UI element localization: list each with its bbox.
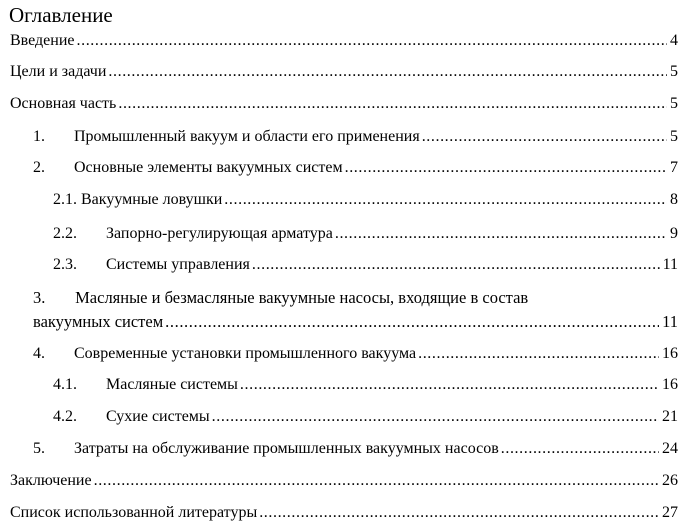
toc-page-number: 16: [662, 376, 678, 393]
toc-entry-goals[interactable]: [10, 63, 678, 81]
dot-leader: [259, 504, 659, 522]
toc-entry-text: Затраты на обслуживание промышленных вакуумных насосов: [74, 440, 499, 457]
toc-entry-text: Цели и задачи: [10, 63, 107, 80]
dot-leader: [94, 472, 659, 490]
toc-entry-number: 5.: [33, 440, 45, 457]
toc-entry-number: 1.: [33, 128, 45, 145]
toc-entry-5[interactable]: [33, 440, 678, 458]
toc-entry-text-line1: Масляные и безмасляные вакуумные насосы, входящие в состав: [75, 288, 529, 307]
toc-page-number: 21: [662, 408, 678, 425]
toc-entry-4-1[interactable]: [53, 376, 678, 394]
toc-entry-text: Промышленный вакуум и области его применения: [74, 128, 420, 145]
toc-entry-4-2[interactable]: [53, 408, 678, 426]
toc-entry-text: Масляные системы: [106, 376, 238, 393]
dot-leader: [165, 312, 659, 332]
dot-leader: [418, 345, 659, 363]
toc-page-number: 9: [670, 225, 678, 242]
toc-entry-main-part[interactable]: [10, 95, 678, 113]
toc-entry-2-2[interactable]: [53, 225, 678, 243]
toc-page-number: 4: [670, 32, 678, 49]
toc-entry-number: 2.: [33, 159, 45, 176]
dot-leader: [501, 440, 659, 458]
toc-entry-references[interactable]: [10, 504, 678, 522]
toc-entry-number: 2.3.: [53, 256, 77, 273]
toc-page-number: 16: [662, 345, 678, 362]
toc-entry-text: Сухие системы: [106, 408, 210, 425]
toc-page-number: 11: [662, 312, 678, 331]
toc-entry-2-1[interactable]: [53, 191, 678, 209]
toc-entry-text: Основные элементы вакуумных систем: [74, 159, 343, 176]
toc-entry-text: Основная часть: [10, 95, 117, 112]
dot-leader: [240, 376, 659, 394]
toc-entry-number: 3.: [33, 288, 46, 307]
toc-entry-text: 2.1. Вакуумные ловушки: [53, 191, 223, 208]
toc-entry-text: Системы управления: [106, 256, 250, 273]
toc-page-number: 24: [662, 440, 678, 457]
toc-page-number: 5: [670, 95, 678, 112]
toc-title: Оглавление: [9, 3, 113, 27]
toc-entry-number: 4.1.: [53, 376, 77, 393]
dot-leader: [252, 256, 660, 274]
dot-leader: [212, 408, 659, 426]
dot-leader: [335, 225, 667, 243]
toc-entry-text: Заключение: [10, 472, 92, 489]
toc-page-number: 5: [670, 63, 678, 80]
toc-entry-conclusion[interactable]: [10, 472, 678, 490]
toc-entry-number: 4.: [33, 345, 45, 362]
dot-leader: [224, 191, 667, 209]
toc-entry-text: Современные установки промышленного вакуума: [74, 345, 417, 362]
dot-leader: [118, 95, 667, 113]
toc-entry-2-3[interactable]: [53, 256, 678, 274]
toc-page-number: 26: [662, 472, 678, 489]
toc-entry-text: Список использованной литературы: [10, 504, 258, 521]
toc-page-number: 5: [670, 128, 678, 145]
toc-entry-introduction[interactable]: [10, 32, 678, 50]
toc-entry-number: 2.2.: [53, 225, 77, 242]
toc-page-number: 7: [670, 159, 678, 176]
dot-leader: [77, 32, 668, 50]
toc-entry-text: Введение: [10, 32, 75, 49]
dot-leader: [345, 159, 667, 177]
toc-entry-number: 4.2.: [53, 408, 77, 425]
toc-entry-1[interactable]: [33, 128, 678, 146]
toc-entry-text: Запорно-регулирующая арматура: [106, 225, 333, 242]
toc-page-number: 8: [670, 191, 678, 208]
toc-page-number: 11: [662, 256, 678, 273]
toc-page-number: 27: [662, 504, 678, 521]
dot-leader: [108, 63, 667, 81]
dot-leader: [422, 128, 667, 146]
toc-entry-text-line2: вакуумных систем: [33, 312, 164, 331]
toc-entry-2[interactable]: [33, 159, 678, 177]
toc-entry-4[interactable]: [33, 345, 678, 363]
